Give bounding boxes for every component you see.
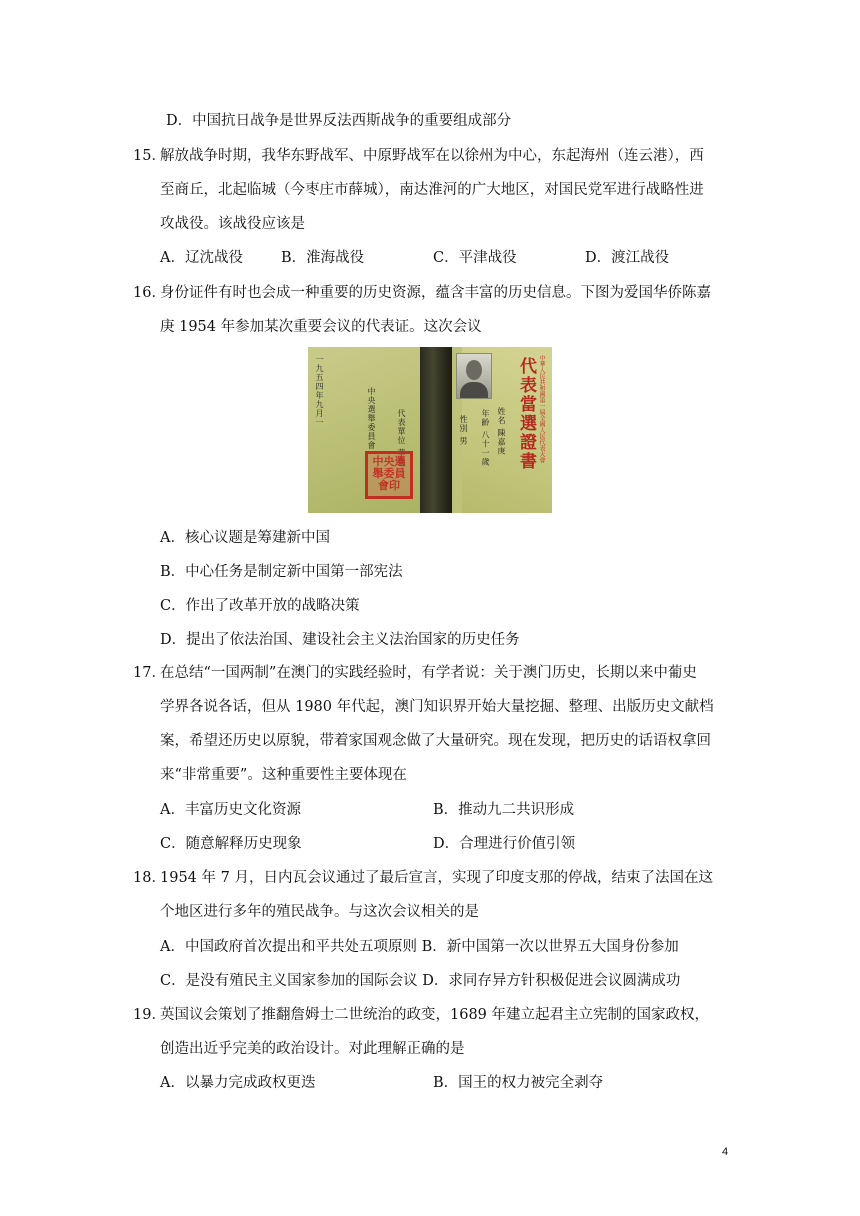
question-text-line: 解放战争时期，我华东野战军、中原野战军在以徐州为中心，东起海州（连云港），西 bbox=[160, 148, 704, 164]
portrait-photo bbox=[456, 353, 492, 399]
answer-option: C．平津战役 bbox=[433, 250, 517, 266]
question-text-line: 创造出近乎完美的政治设计。对此理解正确的是 bbox=[160, 1041, 465, 1057]
answer-option: D．渡江战役 bbox=[585, 250, 670, 266]
delegate-certificate-figure bbox=[308, 347, 552, 513]
portrait-face bbox=[466, 360, 482, 380]
question-number: 18． bbox=[133, 870, 166, 886]
question-text-line: D．中国抗日战争是世界反法西斯战争的重要组成部分 bbox=[166, 113, 512, 129]
question-text-line: 攻战役。该战役应该是 bbox=[160, 216, 305, 232]
page-number: 4 bbox=[722, 1146, 729, 1158]
answer-option: B．国王的权力被完全剥夺 bbox=[433, 1075, 604, 1091]
answer-option: B．中心任务是制定新中国第一部宪法 bbox=[160, 564, 403, 580]
certificate-subtitle: 中華人民共和國第一屆全國人民代表大會 bbox=[538, 355, 545, 463]
seal-text: 中央選舉委員會印 bbox=[372, 455, 406, 492]
question-number: 19． bbox=[133, 1007, 166, 1023]
red-seal bbox=[365, 451, 413, 499]
question-text-line: 身份证件有时也会成一种重要的历史资源，蕴含丰富的历史信息。下图为爱国华侨陈嘉 bbox=[160, 285, 711, 301]
answer-option: B．淮海战役 bbox=[281, 250, 365, 266]
question-number: 15． bbox=[133, 148, 166, 164]
question-number: 17． bbox=[133, 665, 166, 681]
answer-option: C．是没有殖民主义国家参加的国际会议 D．求同存异方针积极促进会议圆满成功 bbox=[160, 973, 681, 989]
answer-option: A．丰富历史文化资源 bbox=[160, 802, 301, 818]
certificate-field-age: 年齡 八十一歲 bbox=[481, 409, 490, 467]
certificate-field-unit: 代表單位 華僑 bbox=[397, 409, 406, 467]
question-text-line: 学界各说各话，但从 1980 年代起，澳门知识界开始大量挖掘、整理、出版历史文献档 bbox=[160, 699, 714, 715]
answer-option: C．作出了改革开放的战略决策 bbox=[160, 598, 360, 614]
certificate-issuer: 中央選舉委員會 bbox=[367, 387, 376, 450]
portrait-shoulder bbox=[460, 382, 488, 398]
question-text-line: 个地区进行多年的殖民战争。与这次会议相关的是 bbox=[160, 904, 479, 920]
certificate-field-name: 姓名 陳嘉庚 bbox=[497, 407, 506, 456]
question-text-line: 来“非常重要”。这种重要性主要体现在 bbox=[160, 767, 407, 783]
question-text-line: 庚 1954 年参加某次重要会议的代表证。这次会议 bbox=[160, 319, 482, 335]
question-text-line: 英国议会策划了推翻詹姆士二世统治的政变，1689 年建立起君主立宪制的国家政权， bbox=[160, 1007, 710, 1023]
answer-option: D．提出了依法治国、建设社会主义法治国家的历史任务 bbox=[160, 632, 520, 648]
certificate-field-sex: 性別 男 bbox=[459, 415, 468, 446]
answer-option: A．中国政府首次提出和平共处五项原则 B．新中国第一次以世界五大国身份参加 bbox=[160, 939, 679, 955]
question-text-line: 案，希望还历史以原貌，带着家国观念做了大量研究。现在发现，把历史的话语权拿回 bbox=[160, 733, 711, 749]
question-text-line: 至商丘，北起临城（今枣庄市薛城），南达淮河的广大地区，对国民党军进行战略性进 bbox=[160, 182, 704, 198]
answer-option: C．随意解释历史现象 bbox=[160, 836, 302, 852]
certificate-date: 一九五四年九月一 bbox=[315, 355, 324, 427]
answer-option: A．以暴力完成政权更迭 bbox=[160, 1075, 316, 1091]
answer-option: A．辽沈战役 bbox=[160, 250, 243, 266]
certificate-spine bbox=[420, 347, 452, 513]
answer-option: B．推动九二共识形成 bbox=[433, 802, 575, 818]
question-text-line: 在总结“一国两制”在澳门的实践经验时，有学者说：关于澳门历史，长期以来中葡史 bbox=[160, 665, 697, 681]
certificate-title: 代表當選證書 bbox=[516, 357, 536, 471]
answer-option: A．核心议题是筹建新中国 bbox=[160, 530, 330, 546]
question-number: 16． bbox=[133, 285, 166, 301]
answer-option: D．合理进行价值引领 bbox=[433, 836, 576, 852]
question-text-line: 1954 年 7 月，日内瓦会议通过了最后宣言，实现了印度支那的停战，结束了法国在这 bbox=[160, 870, 713, 886]
